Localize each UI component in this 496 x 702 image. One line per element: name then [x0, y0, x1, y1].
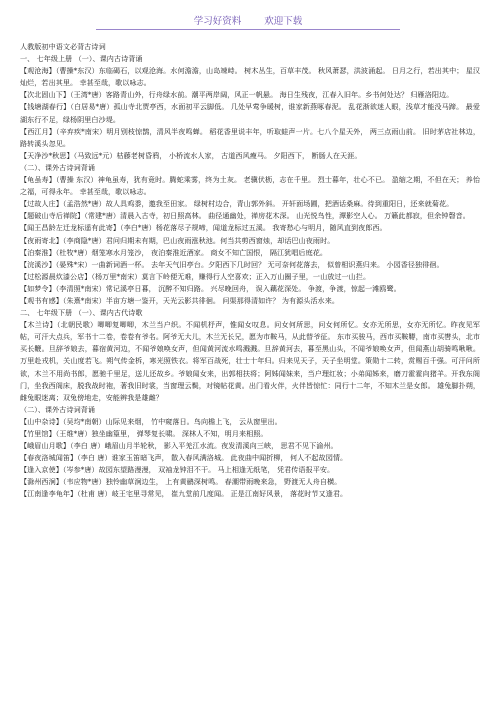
page-header: [0, 13, 496, 27]
poem-entry: 【峨眉山月歌】（李白 唐）峨眉山月半轮秋， 影入平羌江水流。夜发清溪向三峡， 思君不见下渝州。: [20, 441, 338, 451]
poem-entry: 【西江月】（辛弃疾*南宋）明月别枝惊鹊，清风半夜鸣蝉。 稻花香里说丰年，听取蛙声一片。七八个星天外， 两三点雨山前。 旧时茅店社林边， 路转溪头忽见。: [20, 126, 480, 148]
header-left-text: 学习好资料: [193, 16, 242, 27]
poem-entry: 【泊秦淮】（杜牧*唐）烟笼寒水月笼沙， 夜泊秦淮近酒家。 商女不知亡国恨， 隔江犹唱后庭花。: [20, 247, 327, 257]
poem-entry: 【观沧海】（曹操*东汉）东临碣石，以观沧海。水何澹澹，山岛竦峙。 树木丛生，百草丰茂。 秋风萧瑟，洪波涌起。 日月之行，若出其中； 星汉灿烂，若出其里。 幸甚至哉，歌以咏志。: [20, 66, 480, 88]
poem-entry: 【浣溪沙】（晏殊*宋）一曲新词酒一杯。 去年天气旧亭台。夕阳西下几时回？ 无可奈何花落去， 似曾相识燕归来。 小园香径独徘徊。: [20, 259, 444, 269]
document-body: [20, 41, 480, 501]
poem-entry: 【过故人庄】（孟浩然*唐）故人具鸡黍，邀我至田家。 绿树村边合，青山郭外斜。 开轩面场圃，把酒话桑麻。待到重阳日，还来就菊花。: [20, 199, 454, 209]
poem-entry: 【过松源晨炊漆公店】（杨万里*南宋）莫言下岭便无难，赚得行人空喜欢；正入万山圈子里，一山放过一山拦。: [20, 271, 371, 281]
poem-entry: 【逢入京使】（岑参*唐）故园东望路漫漫， 双袖龙钟泪不干。 马上相逢无纸笔， 凭君传语报平安。: [20, 465, 335, 475]
poem-entry: 【如梦令】（李清照*南宋）常记溪亭日暮， 沉醉不知归路。 兴尽晚回舟， 误入藕花深处。 争渡，争渡，惊起一滩鸥鹭。: [20, 283, 401, 293]
poem-entry: 【次北固山下】（王湾*唐）客路青山外，行舟绿水前。潮平两岸阔，风正一帆悬。 海日生残夜，江春入旧年。乡书何处达？ 归雁洛阳边。: [20, 90, 454, 100]
poem-entry: 【钱塘湖春行】（白居易*唐）孤山寺北贾亭西，水面初平云脚低。 几处早莺争暖树，谁家新燕啄春泥。 乱花渐欲迷人眼，浅草才能没马蹄。 最爱湖东行不足，绿杨阴里白沙堤。: [20, 102, 480, 124]
poem-entry: 【木兰诗】（北朝民歌）唧唧复唧唧，木兰当户织。不闻机杼声，惟闻女叹息。问女何所思，问女何所忆。女亦无所思，女亦无所忆。昨夜见军帖，可汗大点兵，军书十二卷，卷卷有爷名。阿爷无大儿，木兰无长兄，愿为市鞍马，从此替爷征。 东市买骏马，西市买鞍鞯，南市买辔头，北市买长鞭。旦辞爷娘去，暮宿黄河边，不闻爷娘唤女声，但闻黄河流水鸣溅溅。旦辞黄河去，暮至黑山头，不闻爷娘唤女声，但闻燕山胡骑鸣啾啾。 万里赴戎机，关山度若飞。朔气传金柝，寒光照铁衣。将军百战死，壮士十年归。归来见天子，天子坐明堂。策勋十二转，赏赐百千强。可汗问所欲，木兰不用尚书郎，愿驰千里足，送儿还故乡。爷娘闻女来，出郭相扶将；阿姊闻妹来，当户理红妆；小弟闻姊来，磨刀霍霍向猪羊。开我东阁门，坐我西阁床，脱我战时袍，著我旧时裳，当窗理云鬓，对镜帖花黄。出门看火伴，火伴皆惊忙：同行十二年，不知木兰是女郎。 雄兔脚扑朔，雌兔眼迷离；双兔傍地走，安能辨我是雄雌？: [20, 320, 480, 402]
section-heading: （二）、课外古诗词背诵: [20, 162, 96, 172]
section-heading: 一、 七年级上册 （一）、课内古诗背诵: [20, 54, 143, 64]
poem-entry: 【春夜洛城闻笛】（李白 唐）谁家玉笛暗飞声， 散入春风满洛城。 此夜曲中闻折柳， 何人不起故园情。: [20, 453, 348, 463]
poem-entry: 【山中杂诗】（吴均*南朝）山际见来烟， 竹中窥落日。鸟向檐上飞， 云从窗里出。: [20, 416, 282, 426]
section-heading: 人教版初中语文必背古诗词: [20, 42, 106, 51]
section-heading: （二）、课外古诗词背诵: [20, 404, 96, 414]
poem-entry: 【龟虽寿】（曹操 东汉）神龟虽寿，犹有竟时。腾蛇乘雾，终为土灰。 老骥伏枥，志在千里。 烈士暮年，壮心不已。 盈缩之期，不但在天； 养怡之福，可得永年。 幸甚至哉，歌以咏志。: [20, 175, 480, 197]
poem-entry: 【滁州西涧】（韦应物*唐）独怜幽草涧边生， 上有黄鹂深树鸣。 春潮带雨晚来急， 野渡无人舟自横。: [20, 477, 342, 487]
poem-entry: 【天净沙*秋思】（马致远*元）枯藤老树昏鸦， 小桥流水人家， 古道西风瘦马。 夕阳西下， 断肠人在天涯。: [20, 150, 362, 160]
header-right-text: 欢迎下载: [264, 16, 303, 27]
section-heading: 二、 七年级下册 （一）、课内古代诗歌: [20, 308, 143, 318]
poem-entry: 【题破山寺后禅院】（常建*唐）清晨入古寺，初日照高林。 曲径通幽处，禅房花木深。 山光悦鸟性，潭影空人心。 万籁此都寂，但余钟磬音。: [20, 211, 470, 221]
poem-entry: 【闻王昌龄左迁龙标遥有此寄】（李白*唐）杨花落尽子规啼，闻道龙标过五溪。 我寄愁心与明月，随风直到夜郎西。: [20, 223, 387, 233]
poem-entry: 【竹里馆】（王维*唐）独坐幽篁里， 弹琴复长啸。 深林人不知，明月来相照。: [20, 429, 268, 438]
poem-entry: 【夜雨寄北】（李商隐*唐）君问归期未有期，巴山夜雨涨秋池。何当共剪西窗烛，却话巴山夜雨时。: [20, 235, 335, 245]
poem-entry: 【江南逢李龟年】（杜甫 唐）岐王宅里寻常见， 崔九堂前几度闻。 正是江南好风景， 落花时节又逢君。: [20, 489, 348, 499]
header-rule: [96, 29, 400, 30]
poem-entry: 【观书有感】（朱熹*南宋）半亩方塘一鉴开，天光云影共徘徊。 问渠那得清如许？ 为有源头活水来。: [20, 295, 339, 305]
